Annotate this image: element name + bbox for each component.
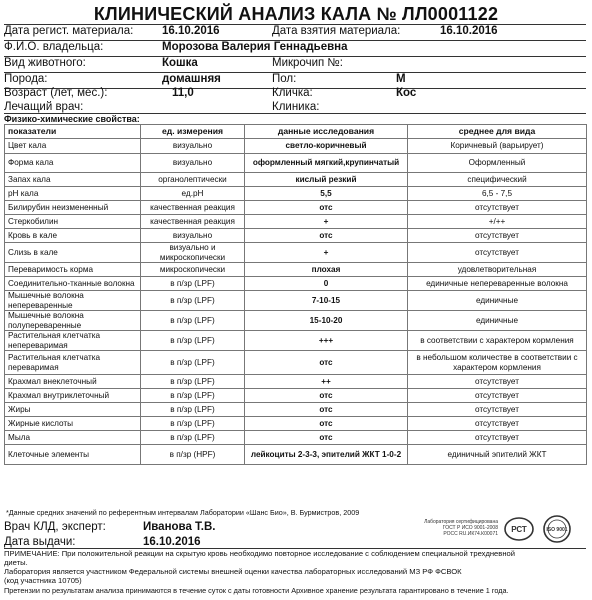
unit-cell: в п/зр (LPF) xyxy=(141,277,245,291)
age-label: Возраст (лет, мес.): xyxy=(4,87,108,99)
header-row-owner xyxy=(0,41,592,57)
unit-cell: ед.pH xyxy=(141,187,245,201)
parameter-cell: Крахмал внеклеточный xyxy=(5,375,141,389)
chip-label: Микрочип №: xyxy=(272,57,343,69)
unit-cell: визуально и микроскопически xyxy=(141,243,245,263)
result-cell: светло-коричневый xyxy=(245,139,408,154)
nickname-label: Кличка: xyxy=(272,87,313,99)
unit-cell: визуально xyxy=(141,139,245,154)
norm-cell: отсутствует xyxy=(408,431,587,445)
table-row xyxy=(5,154,587,173)
parameter-cell: Форма кала xyxy=(5,154,141,173)
note-line: диеты. xyxy=(4,558,28,567)
result-cell: 15-10-20 xyxy=(245,311,408,331)
parameter-cell: Слизь в кале xyxy=(5,243,141,263)
age-value: 11,0 xyxy=(172,87,194,99)
result-cell: 0 xyxy=(245,277,408,291)
note-line: Лаборатория является участником Федеральной системы внешней оценки качества лабораторных исследований МЗ РФ ФСВОК xyxy=(4,567,462,576)
expert-label: Врач КЛД, эксперт: xyxy=(4,521,106,533)
clinic-label: Клиника: xyxy=(272,101,320,113)
parameter-cell: Растительная клетчатка переваримая xyxy=(5,351,141,375)
vet-label: Лечащий врач: xyxy=(4,101,84,113)
norm-cell: отсутствует xyxy=(408,201,587,215)
norm-cell: единичные непереваренные волокна xyxy=(408,277,587,291)
rst-certification-logo xyxy=(503,516,535,542)
note-line: Претензии по результатам анализа принимаются в течение суток с даты готовности Архивное хранение результата гарантировано в течение 1 года. xyxy=(4,586,509,595)
parameter-cell: Запах кала xyxy=(5,173,141,187)
header-row-species xyxy=(0,57,592,73)
breed-value: домашняя xyxy=(162,73,221,85)
footnote: *Данные средних значений по референтным интервалам Лаборатории «Шанс Био», В. Бурмистров, 2009 xyxy=(6,508,360,517)
result-cell: отс xyxy=(245,431,408,445)
cert-line: ГОСТ Р ИСО 9001-2008 xyxy=(442,525,498,531)
take-date-label: Дата взятия материала: xyxy=(272,25,401,37)
table-row xyxy=(5,173,587,187)
unit-cell: в п/зр (LPF) xyxy=(141,431,245,445)
norm-cell: единичные xyxy=(408,311,587,331)
table-row xyxy=(5,187,587,201)
species-label: Вид животного: xyxy=(4,57,86,69)
parameter-cell: Жирные кислоты xyxy=(5,417,141,431)
result-cell: оформленный мягкий,крупинчатый xyxy=(245,154,408,173)
result-cell: отс xyxy=(245,389,408,403)
parameter-cell: Мыла xyxy=(5,431,141,445)
unit-cell: в п/зр (HPF) xyxy=(141,445,245,465)
result-cell: кислый резкий xyxy=(245,173,408,187)
table-row xyxy=(5,389,587,403)
unit-cell: органолептически xyxy=(141,173,245,187)
iso-certification-logo xyxy=(540,514,574,544)
parameter-cell: pH кала xyxy=(5,187,141,201)
parameter-cell: Растительная клетчатка непереваримая xyxy=(5,331,141,351)
norm-cell: отсутствует xyxy=(408,229,587,243)
table-header-row xyxy=(5,125,587,139)
iso-logo-text: ISO 9001 xyxy=(546,527,568,533)
norm-cell: отсутствует xyxy=(408,243,587,263)
norm-cell: удовлетворительная xyxy=(408,263,587,277)
unit-cell: в п/зр (LPF) xyxy=(141,389,245,403)
take-date-value: 16.10.2016 xyxy=(440,25,498,37)
unit-cell: в п/зр (LPF) xyxy=(141,403,245,417)
col-header-result: данные исследования xyxy=(245,125,408,139)
table-row xyxy=(5,139,587,154)
reg-date-value: 16.10.2016 xyxy=(162,25,220,37)
sex-value: М xyxy=(396,73,406,85)
table-row xyxy=(5,311,587,331)
norm-cell: 6,5 - 7,5 xyxy=(408,187,587,201)
parameter-cell: Жиры xyxy=(5,403,141,417)
unit-cell: в п/зр (LPF) xyxy=(141,311,245,331)
norm-cell: отсутствует xyxy=(408,389,587,403)
breed-label: Порода: xyxy=(4,73,48,85)
sex-label: Пол: xyxy=(272,73,297,85)
unit-cell: в п/зр (LPF) xyxy=(141,291,245,311)
table-row xyxy=(5,291,587,311)
unit-cell: визуально xyxy=(141,154,245,173)
norm-cell: единичные xyxy=(408,291,587,311)
result-cell: +++ xyxy=(245,331,408,351)
parameter-cell: Клеточные элементы xyxy=(5,445,141,465)
norm-cell: в небольшом количестве в соответствии с характером кормления xyxy=(408,351,587,375)
unit-cell: в п/зр (LPF) xyxy=(141,331,245,351)
issue-date-label: Дата выдачи: xyxy=(4,536,76,548)
result-cell: 5,5 xyxy=(245,187,408,201)
header-row-dates xyxy=(0,25,592,41)
results-table xyxy=(4,124,587,465)
result-cell: 7-10-15 xyxy=(245,291,408,311)
table-row xyxy=(5,243,587,263)
rst-logo-text: РСТ xyxy=(511,525,527,534)
cert-line: Лаборатория сертифицирована xyxy=(424,519,498,525)
unit-cell: в п/зр (LPF) xyxy=(141,351,245,375)
unit-cell: в п/зр (LPF) xyxy=(141,417,245,431)
norm-cell: в соответствии с характером кормления xyxy=(408,331,587,351)
owner-label: Ф.И.О. владельца: xyxy=(4,41,104,53)
cert-line: РОСС RU.ИК74.К00071 xyxy=(443,531,498,537)
table-row xyxy=(5,417,587,431)
unit-cell: в п/зр (LPF) xyxy=(141,375,245,389)
table-row xyxy=(5,277,587,291)
unit-cell: микроскопически xyxy=(141,263,245,277)
result-cell: отс xyxy=(245,417,408,431)
table-row xyxy=(5,331,587,351)
table-row xyxy=(5,201,587,215)
parameter-cell: Мышечные волокна полупереваренные xyxy=(5,311,141,331)
note-line: (код участника 10705) xyxy=(4,576,82,585)
table-row xyxy=(5,229,587,243)
norm-cell: Коричневый (варьирует) xyxy=(408,139,587,154)
expert-value: Иванова Т.В. xyxy=(143,521,216,533)
parameter-cell: Крахмал внутриклеточный xyxy=(5,389,141,403)
result-cell: + xyxy=(245,215,408,229)
parameter-cell: Соединительно-тканные волокна xyxy=(5,277,141,291)
table-row xyxy=(5,375,587,389)
norm-cell: отсутствует xyxy=(408,403,587,417)
result-cell: отс xyxy=(245,351,408,375)
result-cell: ++ xyxy=(245,375,408,389)
result-cell: отс xyxy=(245,229,408,243)
table-row xyxy=(5,431,587,445)
norm-cell: Оформленный xyxy=(408,154,587,173)
norm-cell: отсутствует xyxy=(408,375,587,389)
parameter-cell: Билирубин неизмененный xyxy=(5,201,141,215)
result-cell: отс xyxy=(245,403,408,417)
table-row xyxy=(5,215,587,229)
note-line: ПРИМЕЧАНИЕ: При положительной реакции на скрытую кровь необходимо повторное исследование с соблюдением специальной трехдневной xyxy=(4,549,515,558)
table-row xyxy=(5,403,587,417)
unit-cell: качественная реакция xyxy=(141,215,245,229)
result-cell: отс xyxy=(245,201,408,215)
col-header-parameter: показатели xyxy=(5,125,141,139)
table-row xyxy=(5,263,587,277)
table-body xyxy=(5,139,587,465)
parameter-cell: Стеркобилин xyxy=(5,215,141,229)
norm-cell: специфический xyxy=(408,173,587,187)
issue-date-value: 16.10.2016 xyxy=(143,536,201,548)
norm-cell: отсутствует xyxy=(408,417,587,431)
parameter-cell: Цвет кала xyxy=(5,139,141,154)
result-cell: плохая xyxy=(245,263,408,277)
norm-cell: единичный эпителий ЖКТ xyxy=(408,445,587,465)
unit-cell: качественная реакция xyxy=(141,201,245,215)
unit-cell: визуально xyxy=(141,229,245,243)
parameter-cell: Мышечные волокна непереваренные xyxy=(5,291,141,311)
parameter-cell: Кровь в кале xyxy=(5,229,141,243)
owner-value: Морозова Валерия Геннадьевна xyxy=(162,41,348,53)
norm-cell: +/++ xyxy=(408,215,587,229)
result-cell: лейкоциты 2-3-3, эпителий ЖКТ 1-0-2 xyxy=(245,445,408,465)
table-row xyxy=(5,445,587,465)
nickname-value: Кос xyxy=(396,87,417,99)
result-cell: + xyxy=(245,243,408,263)
section-title: Физико-химические свойства: xyxy=(4,114,140,124)
col-header-unit: ед. измерения xyxy=(141,125,245,139)
reg-date-label: Дата регист. материала: xyxy=(4,25,134,37)
species-value: Кошка xyxy=(162,57,198,69)
page-title: КЛИНИЧЕСКИЙ АНАЛИЗ КАЛА № ЛЛ0001122 xyxy=(93,4,499,24)
certification-text xyxy=(418,519,498,537)
parameter-cell: Переваримость корма xyxy=(5,263,141,277)
col-header-norm: среднее для вида xyxy=(408,125,587,139)
table-row xyxy=(5,351,587,375)
